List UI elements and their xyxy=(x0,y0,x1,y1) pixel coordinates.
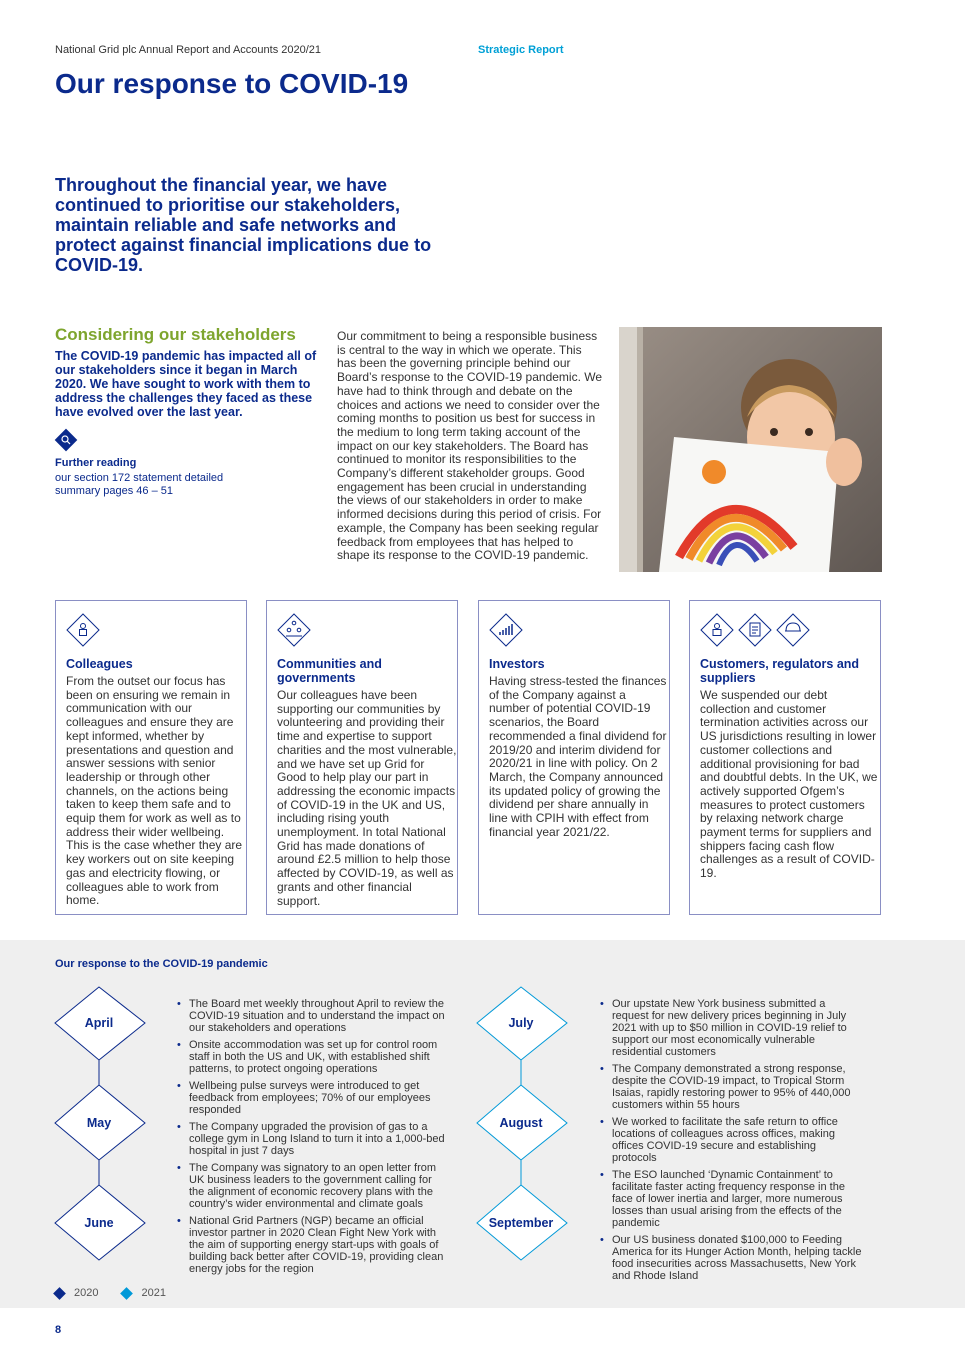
page-number: 8 xyxy=(55,1324,62,1336)
legend-2020-label: 2020 xyxy=(74,1287,99,1299)
stakeholder-card-communities xyxy=(266,600,458,915)
timeline-bullets-2021 xyxy=(598,998,863,1287)
timeline-bullets-2020 xyxy=(175,998,445,1280)
supplier-helmet-icon xyxy=(776,613,810,647)
card-text: We suspended our debt collection and customer termination activities across our US jurisdictions resulting in lower customer collections and additional provisioning for bad and doubtful debts. In the UK, we actively supported Ofgem’s measures to protect customers by relaxing network charge payment terms for suppliers and shippers facing cash flow challenges as a result of COVID-19. xyxy=(700,688,878,881)
considering-heading: Considering our stakeholders xyxy=(55,325,296,344)
customer-icon xyxy=(700,613,734,647)
timeline-title: Our response to the COVID-19 pandemic xyxy=(55,958,268,970)
legend-2020-diamond-icon xyxy=(53,1287,66,1300)
month-may: May xyxy=(86,1116,112,1130)
month-august: August xyxy=(499,1116,543,1130)
card-title: Customers, regulators and suppliers xyxy=(700,657,860,685)
month-june: June xyxy=(84,1216,114,1230)
list-item: • Wellbeing pulse surveys were introduced to get feedback from employees; 70% of our employees responded xyxy=(175,1080,445,1116)
commitment-text: Our commitment to being a responsible business is central to the way in which we operate. This has been the governing principle behind our Board’s response to the COVID-19 pandemic. We have had to think through and debate on the choices and actions we need to consider over the coming months to position us best for success in the medium to long term taking account of the impact on our key stakeholders. The Board has continued to monitor its responsibilities to the Company’s different stakeholder groups. Good engagement has been crucial in understanding the views of our stakeholders in order to make informed decisions during this period of crisis. For example, the Company has been seeking regular feedback from employees that has helped to shape its response to the COVID-19 pandemic. xyxy=(337,329,603,563)
list-item: • We worked to facilitate the safe return to office locations of colleagues across offices, making offices COVID-19 secure and establishing protocols xyxy=(598,1116,863,1164)
considering-text: The COVID-19 pandemic has impacted all of our stakeholders since it began in March 2020. We have sought to work with them to address the challenges they faced as these have evolved over the last year. xyxy=(55,349,317,419)
further-reading-link[interactable]: our section 172 statement detailed summary pages 46 – 51 xyxy=(55,472,224,497)
month-july: July xyxy=(508,1016,534,1030)
card-title: Colleagues xyxy=(66,657,133,671)
card-title: Communities and governments xyxy=(277,657,382,685)
list-item: • The ESO launched ‘Dynamic Containment’ to facilitate faster acting frequency response in the face of lower inertia and larger, more numerous losses than usual arising from the effects of the pandemic xyxy=(598,1169,863,1229)
month-september: September xyxy=(488,1216,554,1230)
list-item: • Our US business donated $100,000 to Feeding America for its Hunger Action Month, helping tackle food insecurities across Massachusetts, New York and Rhode Island xyxy=(598,1234,863,1282)
stakeholder-card-customers xyxy=(689,600,881,915)
further-reading-title: Further reading xyxy=(55,457,137,469)
card-text: Our colleagues have been supporting our communities by volunteering and providing their time and expertise to support charities and the most vulnerable, and we have set up Grid for Good to help play our part in addressing the economic impacts of COVID-19 in the UK and US, including rising youth unemployment. In total National Grid has made donations of around £2.5 million to help those affected by COVID-19, as well as grants and other financial support. xyxy=(277,688,457,908)
stakeholder-card-investors xyxy=(478,600,670,915)
list-item: • The Board met weekly throughout April to review the COVID-19 situation and to understand the impact on our stakeholders and operations xyxy=(175,998,445,1034)
report-name: National Grid plc Annual Report and Accounts 2020/21 xyxy=(55,44,322,56)
list-item: • The Company demonstrated a strong response, despite the COVID-19 impact, to Tropical Storm Isaias, rapidly restoring power to 95% of 440,000 customers within 55 hours xyxy=(598,1063,863,1111)
search-icon xyxy=(55,429,78,452)
card-title: Investors xyxy=(489,657,545,671)
legend-2021-label: 2021 xyxy=(141,1287,166,1299)
card-text: Having stress-tested the finances of the Company against a number of potential COVID-19 scenarios, the Board recommended a final dividend for 2019/20 and interim dividend for 2020/21 in line with policy. On 2 March, the Company announced its updated policy of growing the dividend per share annually in line with CPIH with effect from financial year 2021/22. xyxy=(489,674,667,839)
timeline-legend xyxy=(55,1287,166,1299)
list-item: • The Company was signatory to an open letter from UK business leaders to the government calling for the alignment of economic recovery plans with the country’s wider environmental and climate goals xyxy=(175,1162,445,1210)
section-label: Strategic Report xyxy=(478,44,564,56)
card-text: From the outset our focus has been on ensuring we remain in communication with our colleagues and ensure they are kept informed, whether by presentations and question and answer sessions with senior leadership or through other channels, on the actions being taken to keep them safe and to equip them for work as well as to address their wider wellbeing. This is the case whether they are key workers out on site keeping gas and electricity flowing, or colleagues able to work from home. xyxy=(66,674,243,908)
regulator-document-icon xyxy=(738,613,772,647)
investor-chart-icon xyxy=(489,613,523,647)
list-item: • Onsite accommodation was set up for control room staff in both the US and UK, with established shift patterns, to protect ongoing operations xyxy=(175,1039,445,1075)
intro-statement: Throughout the financial year, we have continued to prioritise our stakeholders, maintain reliable and safe networks and protect against financial implications due to COVID-19. xyxy=(55,175,432,275)
colleague-icon xyxy=(66,613,100,647)
month-april: April xyxy=(84,1016,114,1030)
list-item: • National Grid Partners (NGP) became an official investor partner in 2020 Clean Fight New York with the aim of supporting energy start-ups with goals of building back better after COVID-19, providing clean energy jobs for the region xyxy=(175,1215,445,1275)
child-rainbow-photo xyxy=(619,327,882,572)
page-title: Our response to COVID-19 xyxy=(55,68,409,99)
community-icon xyxy=(277,613,311,647)
list-item: • Our upstate New York business submitted a request for new delivery prices beginning in July 2021 with up to $50 million in COVID-19 relief to support our most economically vulnerable residential customers xyxy=(598,998,863,1058)
legend-2021-diamond-icon xyxy=(121,1287,134,1300)
stakeholder-card-colleagues xyxy=(55,600,247,915)
list-item: • The Company upgraded the provision of gas to a college gym in Long Island to turn it into a 1,000-bed hospital in just 7 days xyxy=(175,1121,445,1157)
